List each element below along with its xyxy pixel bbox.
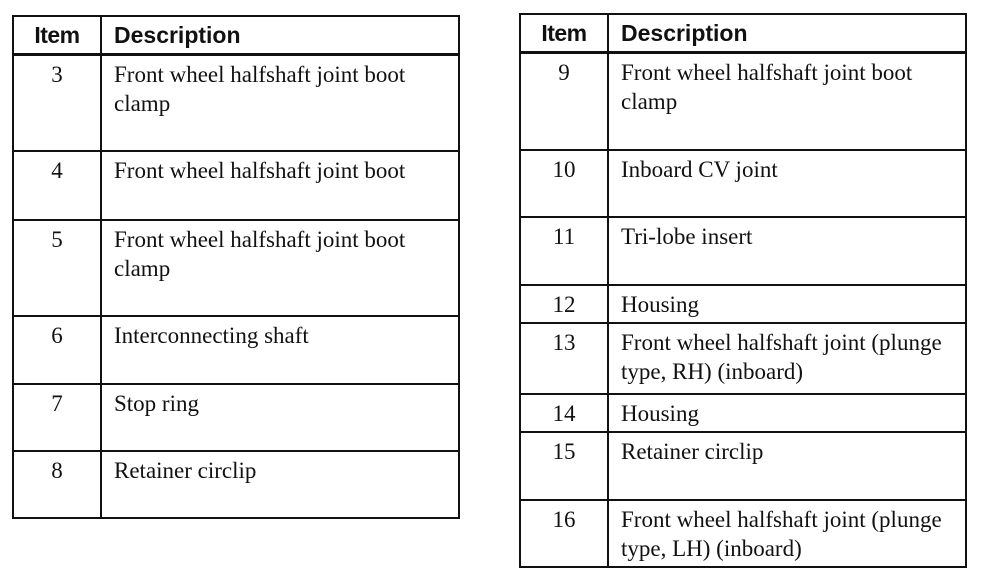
item-description: Front wheel halfshaft joint (plunge type, LH) (inboard) [608, 500, 966, 567]
description-column-header: Description [101, 16, 459, 55]
item-description: Front wheel halfshaft joint boot clamp [608, 53, 966, 150]
table-row [520, 285, 966, 323]
item-description: Housing [608, 394, 966, 432]
item-number: 4 [13, 151, 101, 220]
item-description: Front wheel halfshaft joint boot clamp [101, 55, 459, 151]
item-number: 5 [13, 220, 101, 316]
table-row [13, 316, 459, 384]
table-row [13, 55, 459, 151]
item-number: 14 [520, 394, 608, 432]
item-number: 7 [13, 384, 101, 451]
table-row [520, 394, 966, 432]
table-row [520, 150, 966, 217]
item-description: Front wheel halfshaft joint boot [101, 151, 459, 220]
item-description: Tri-lobe insert [608, 217, 966, 285]
item-number: 10 [520, 150, 608, 217]
item-number: 8 [13, 451, 101, 518]
table-header-row [520, 14, 966, 53]
description-column-header: Description [608, 14, 966, 53]
parts-table-left [12, 15, 460, 519]
item-number: 13 [520, 323, 608, 394]
item-description: Retainer circlip [101, 451, 459, 518]
item-number: 9 [520, 53, 608, 150]
item-number: 16 [520, 500, 608, 567]
item-number: 12 [520, 285, 608, 323]
table-row [520, 432, 966, 500]
item-number: 11 [520, 217, 608, 285]
table-row [520, 53, 966, 150]
item-description: Retainer circlip [608, 432, 966, 500]
item-description: Stop ring [101, 384, 459, 451]
item-column-header: Item [13, 16, 101, 55]
item-column-header: Item [520, 14, 608, 53]
table-row [520, 323, 966, 394]
table-row [13, 220, 459, 316]
item-description: Front wheel halfshaft joint boot clamp [101, 220, 459, 316]
table-row [13, 384, 459, 451]
table-row [520, 217, 966, 285]
item-number: 3 [13, 55, 101, 151]
parts-table-right [519, 13, 967, 568]
item-description: Inboard CV joint [608, 150, 966, 217]
table-row [13, 451, 459, 518]
item-description: Housing [608, 285, 966, 323]
item-number: 15 [520, 432, 608, 500]
table-header-row [13, 16, 459, 55]
item-description: Interconnecting shaft [101, 316, 459, 384]
item-number: 6 [13, 316, 101, 384]
item-description: Front wheel halfshaft joint (plunge type, RH) (inboard) [608, 323, 966, 394]
table-row [13, 151, 459, 220]
table-row [520, 500, 966, 567]
